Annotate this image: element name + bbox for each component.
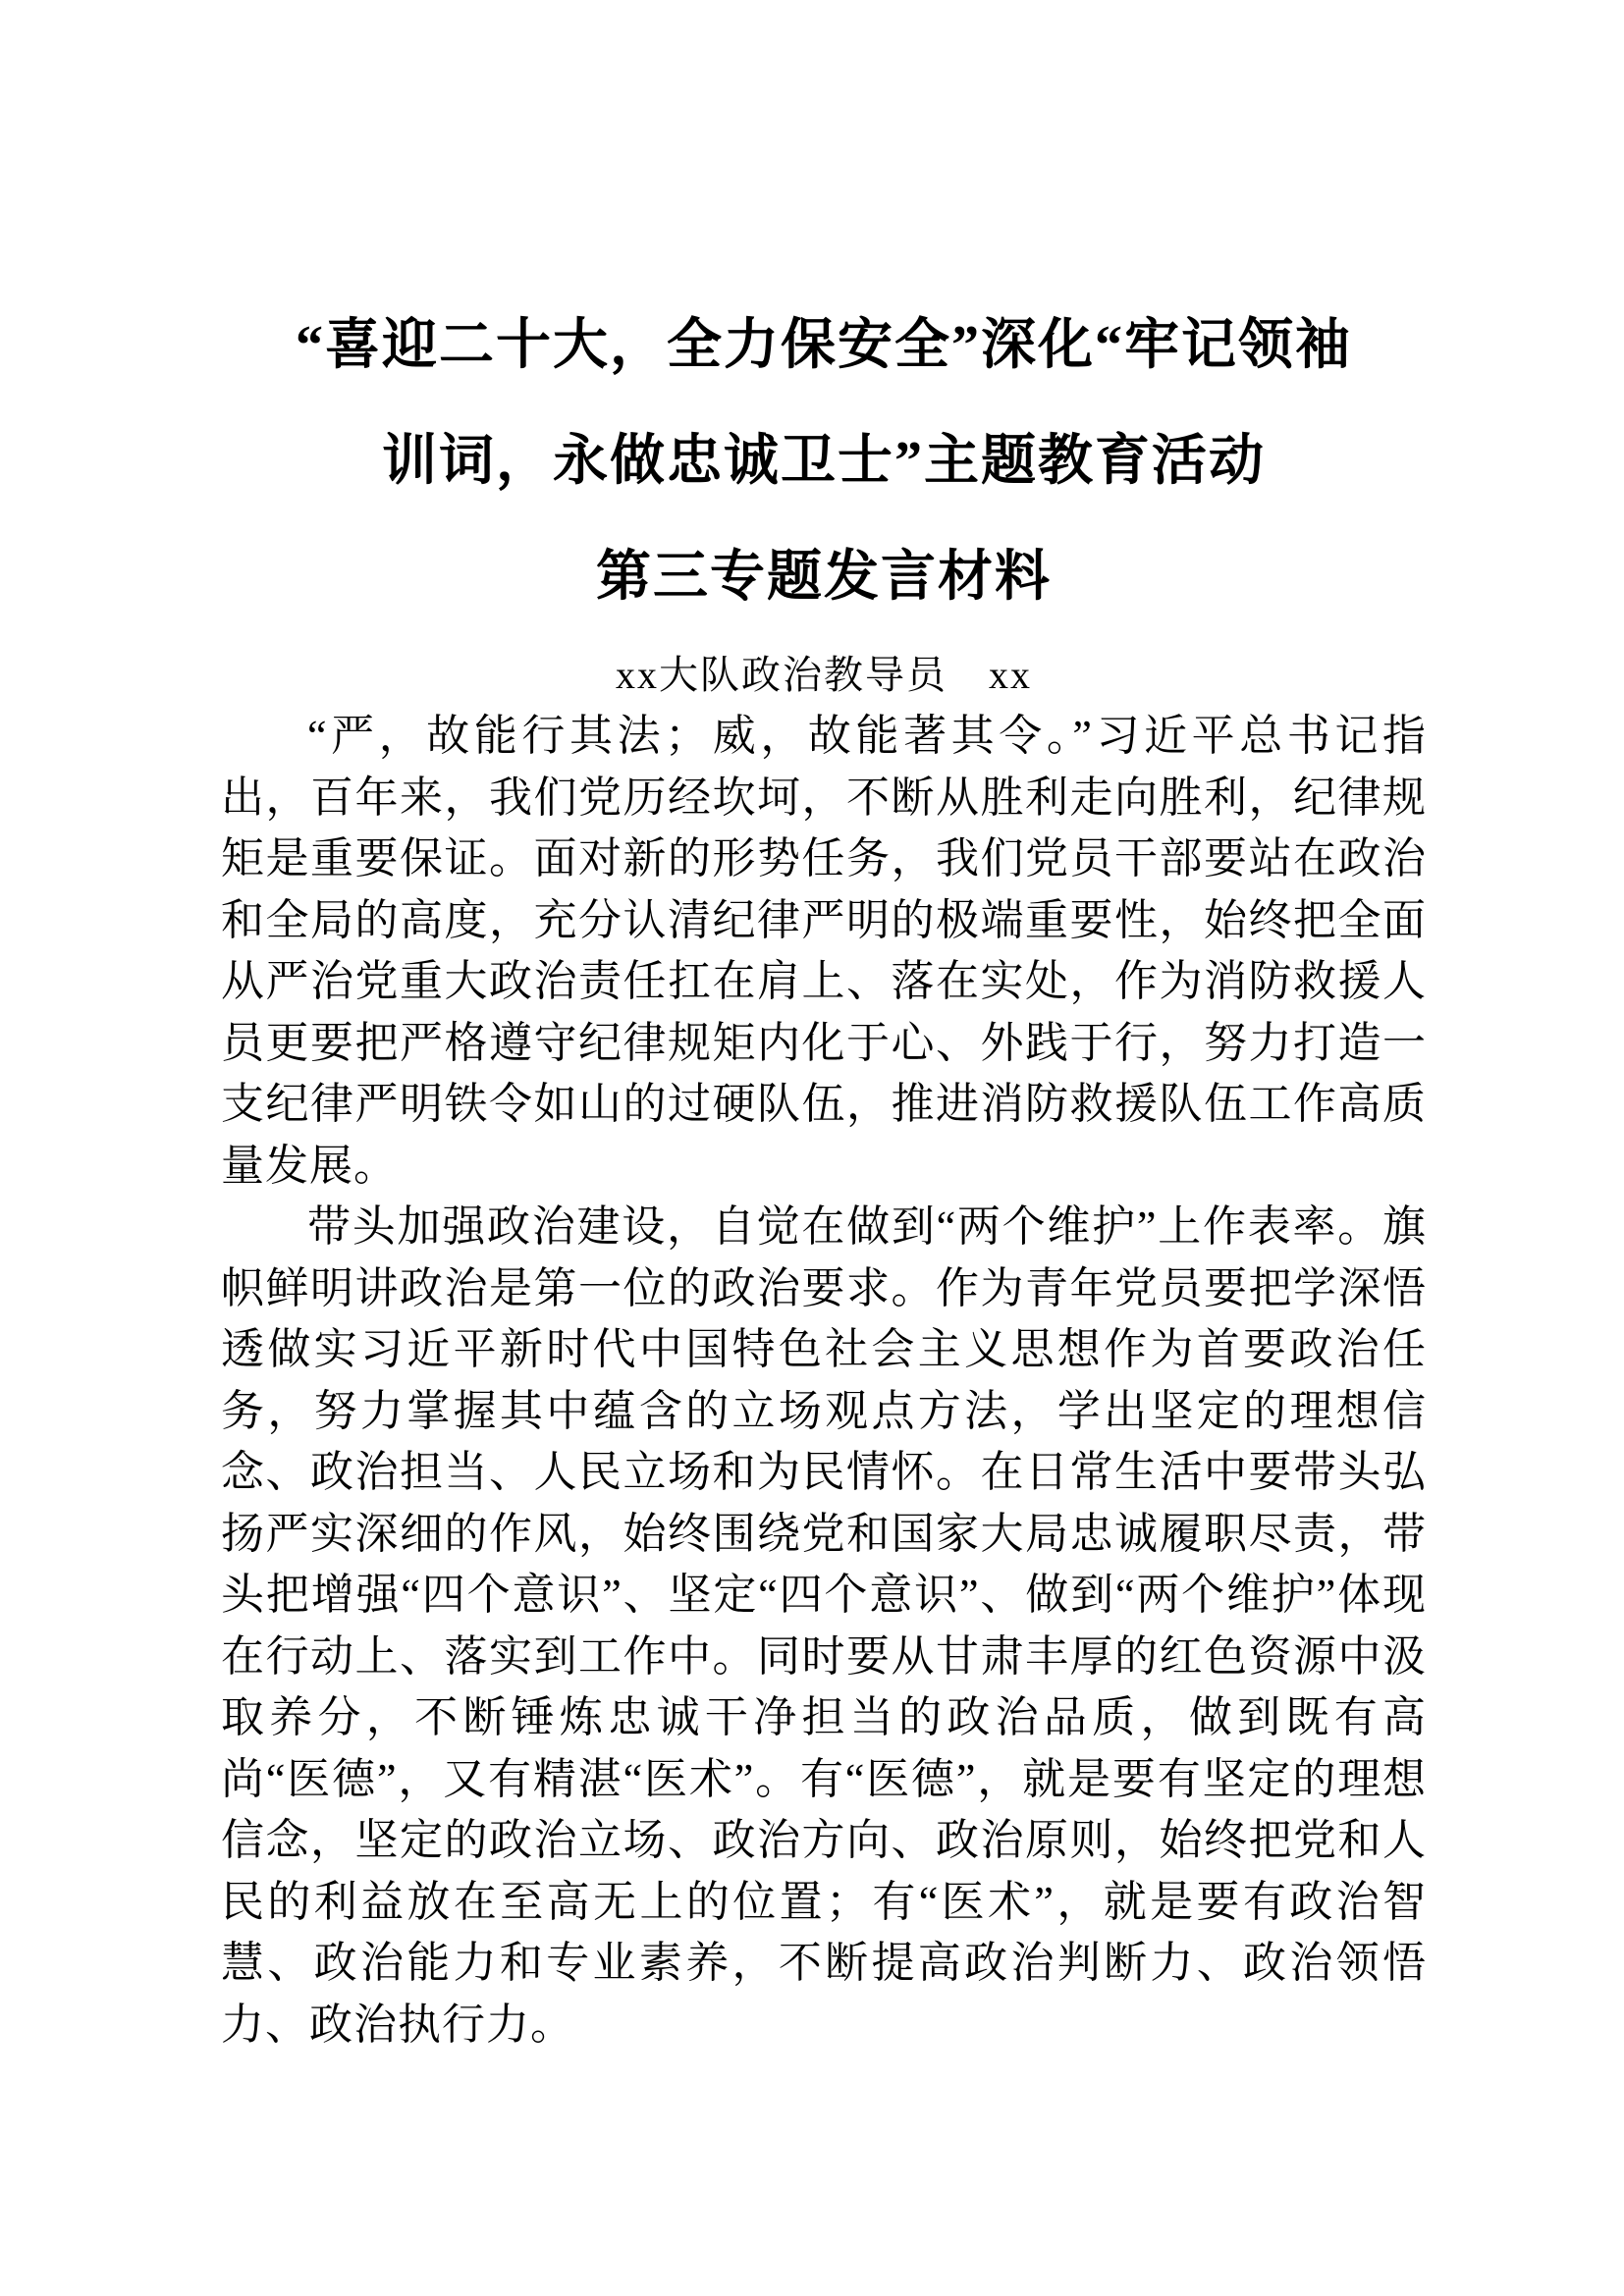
document-content xyxy=(221,288,1427,2056)
title-line-2: 训词，永做忠诚卫士”主题教育活动 xyxy=(382,431,1266,492)
title-line-3: 第三专题发言材料 xyxy=(596,547,1052,608)
document-body xyxy=(221,706,1427,2056)
byline: xx大队政治教导员 xx xyxy=(616,653,1032,697)
paragraph-1: “严，故能行其法；威，故能著其令。”习近平总书记指出，百年来，我们党历经坎坷，不断从胜利走向胜利，纪律规矩是重要保证。面对新的形势任务，我们党员干部要站在政治和全局的高度，充分认清纪律严明的极端重要性，始终把全面从严治党重大政治责任扛在肩上、落在实处，作为消防救援人员更要把严格遵守纪律规矩内化于心、外践于行，努力打造一支纪律严明铁令如山的过硬队伍，推进消防救援队伍工作高质量发展。 xyxy=(221,712,1427,1190)
title-line-1: “喜迎二十大，全力保安全”深化“牢记领袖 xyxy=(296,315,1352,376)
paragraph-2: 带头加强政治建设，自觉在做到“两个维护”上作表率。旗帜鲜明讲政治是第一位的政治要求。作为青年党员要把学深悟透做实习近平新时代中国特色社会主义思想作为首要政治任务，努力掌握其中蕴含的立场观点方法，学出坚定的理想信念、政治担当、人民立场和为民情怀。在日常生活中要带头弘扬严实深细的作风，始终围绕党和国家大局忠诚履职尽责，带头把增强“四个意识”、坚定“四个意识”、做到“两个维护”体现在行动上、落实到工作中。同时要从甘肃丰厚的红色资源中汲取养分，不断锤炼忠诚干净担当的政治品质，做到既有高尚“医德”，又有精湛“医术”。有“医德”，就是要有坚定的理想信念，坚定的政治立场、政治方向、政治原则，始终把党和人民的利益放在至高无上的位置；有“医术”，就是要有政治智慧、政治能力和专业素养，不断提高政治判断力、政治领悟力、政治执行力。 xyxy=(221,1202,1427,2049)
document-title xyxy=(221,288,1427,635)
